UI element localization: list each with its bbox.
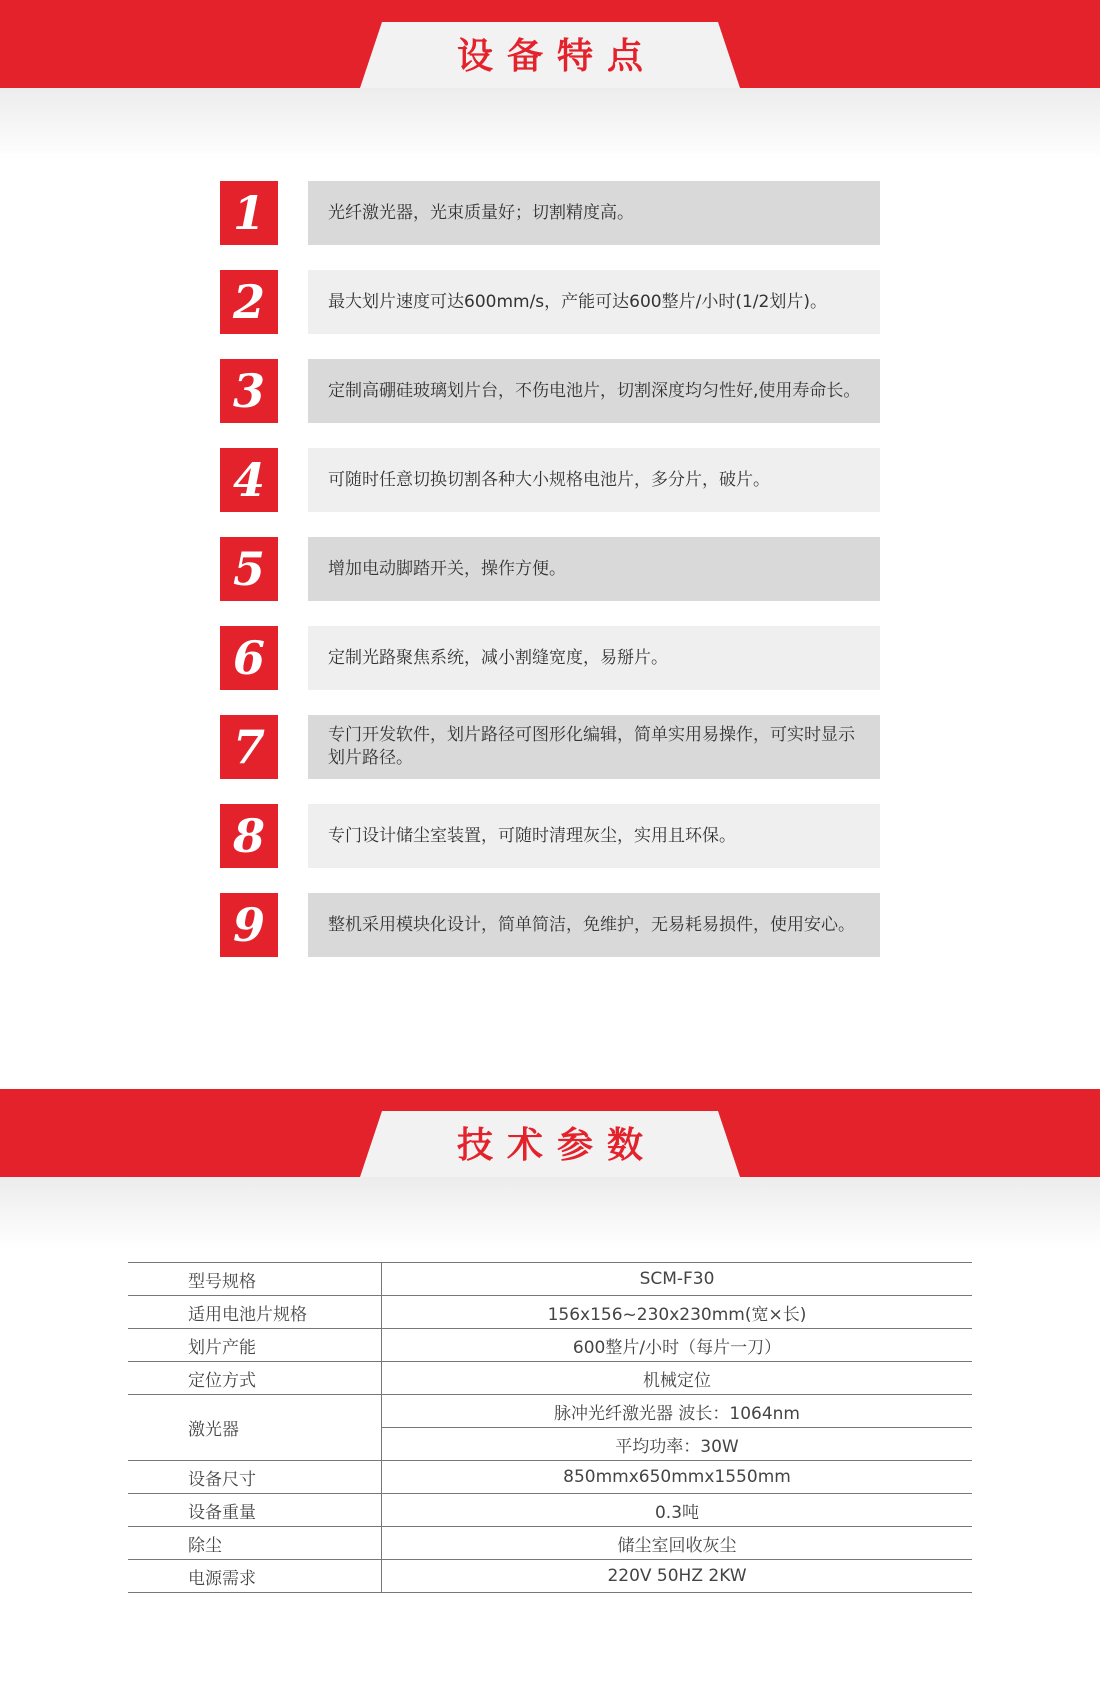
feature-number: 3 [220,359,278,423]
feature-text: 最大划片速度可达600mm/s，产能可达600整片/小时(1/2划片)。 [308,270,880,334]
spec-label: 电源需求 [188,1568,256,1589]
feature-text: 光纤激光器，光束质量好；切割精度高。 [308,181,880,245]
spec-label: 定位方式 [188,1370,256,1391]
feature-item [220,359,880,423]
spec-label: 激光器 [188,1420,239,1440]
table-row [128,1460,972,1493]
feature-item [220,181,880,245]
table-row [128,1493,972,1526]
spec-value-secondary: 平均功率：30W [615,1436,739,1457]
feature-item [220,893,880,957]
table-row [128,1526,972,1559]
feature-text: 整机采用模块化设计，简单简洁，免维护，无易耗易损件，使用安心。 [308,893,880,957]
feature-number: 8 [220,804,278,868]
table-row [128,1328,972,1361]
feature-item [220,626,880,690]
feature-number: 6 [220,626,278,690]
feature-item [220,804,880,868]
features-header [0,0,1100,160]
header-shade [0,1177,1100,1249]
feature-item [220,537,880,601]
spec-label: 设备尺寸 [188,1469,256,1490]
table-row [128,1559,972,1593]
feature-text: 定制光路聚焦系统，减小割缝宽度，易掰片。 [308,626,880,690]
feature-text: 专门设计储尘室装置，可随时清理灰尘，实用且环保。 [308,804,880,868]
spec-value: 850mmx650mmx1550mm [563,1467,791,1487]
spec-value: 机械定位 [643,1370,711,1391]
spec-label: 划片产能 [188,1337,256,1358]
feature-number: 1 [220,181,278,245]
spec-value: 156x156~230x230mm(宽×长) [547,1304,807,1325]
spec-value: 脉冲光纤激光器 波长：1064nm [553,1403,800,1424]
feature-number: 9 [220,893,278,957]
header-shade [0,88,1100,160]
features-title: 设备特点 [456,36,657,77]
feature-number: 5 [220,537,278,601]
spec-label: 除尘 [188,1535,222,1556]
feature-item [220,448,880,512]
spec-value: 0.3吨 [654,1502,700,1523]
feature-text: 定制高硼硅玻璃划片台，不伤电池片，切割深度均匀性好,使用寿命长。 [308,359,880,423]
feature-text: 可随时任意切换切割各种大小规格电池片，多分片，破片。 [308,448,880,512]
feature-number: 4 [220,448,278,512]
feature-text: 增加电动脚踏开关，操作方便。 [308,537,880,601]
table-row [128,1361,972,1394]
specs-table [128,1262,972,1593]
feature-item [220,715,880,779]
table-row [128,1262,972,1295]
table-row [128,1394,972,1460]
feature-item [220,270,880,334]
spec-label: 型号规格 [188,1271,256,1292]
spec-value: 600整片/小时（每片一刀） [572,1337,782,1358]
feature-text: 专门开发软件，划片路径可图形化编辑，简单实用易操作，可实时显示划片路径。 [308,715,880,779]
specs-title: 技术参数 [456,1125,657,1166]
spec-value: SCM-F30 [639,1269,715,1289]
feature-number: 7 [220,715,278,779]
table-row [128,1295,972,1328]
spec-label: 适用电池片规格 [188,1304,307,1325]
specs-header [0,1089,1100,1249]
spec-label: 设备重量 [188,1502,256,1523]
spec-value: 220V 50HZ 2KW [607,1566,747,1586]
spec-value: 储尘室回收灰尘 [617,1535,737,1556]
feature-number: 2 [220,270,278,334]
